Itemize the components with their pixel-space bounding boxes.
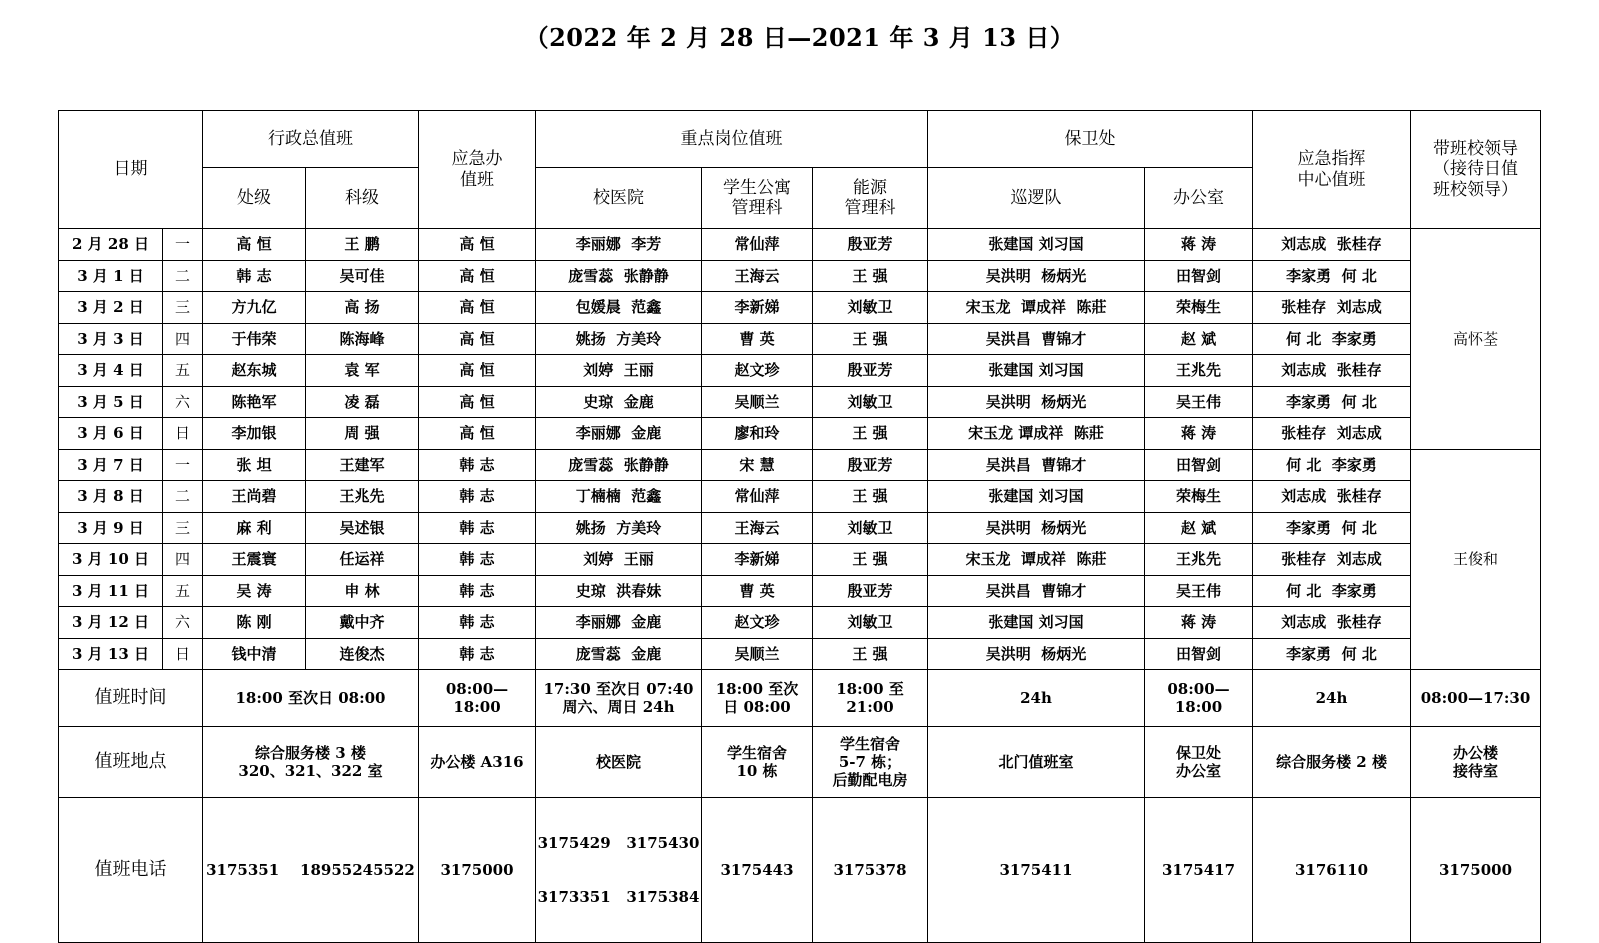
table-row xyxy=(59,260,1541,292)
row-weekday: 一 xyxy=(163,229,203,261)
row-energy: 刘敏卫 xyxy=(813,292,928,324)
row-date: 3 月 9 日 xyxy=(59,512,163,544)
footer-phone-apartment: 3175443 xyxy=(702,798,813,943)
row-command: 李家勇 何 北 xyxy=(1253,638,1411,670)
footer-place-energy: 学生宿舍 5-7 栋； 后勤配电房 xyxy=(813,727,928,798)
row-date: 3 月 2 日 xyxy=(59,292,163,324)
row-patrol: 张建国 刘习国 xyxy=(928,481,1145,513)
row-command: 刘志成 张桂存 xyxy=(1253,481,1411,513)
table-row xyxy=(59,575,1541,607)
row-patrol: 宋玉龙 谭成祥 陈莊 xyxy=(928,292,1145,324)
row-apartment: 宋 慧 xyxy=(702,449,813,481)
row-command: 何 北 李家勇 xyxy=(1253,323,1411,355)
row-date: 3 月 11 日 xyxy=(59,575,163,607)
row-energy: 王 强 xyxy=(813,481,928,513)
row-energy: 殷亚芳 xyxy=(813,449,928,481)
row-ke: 陈海峰 xyxy=(306,323,419,355)
row-chu: 韩 志 xyxy=(203,260,306,292)
row-hospital: 刘婷 王丽 xyxy=(536,544,702,576)
row-chu: 李加银 xyxy=(203,418,306,450)
footer-time-leader: 08:00—17:30 xyxy=(1411,670,1541,727)
row-patrol: 宋玉龙 谭成祥 陈莊 xyxy=(928,544,1145,576)
row-apartment: 曹 英 xyxy=(702,575,813,607)
footer-place-emergency: 办公楼 A316 xyxy=(419,727,536,798)
row-command: 张桂存 刘志成 xyxy=(1253,418,1411,450)
row-apartment: 李新娣 xyxy=(702,544,813,576)
footer-time-label: 值班时间 xyxy=(59,670,203,727)
row-emergency: 高 恒 xyxy=(419,418,536,450)
header-energy: 能源 管理科 xyxy=(813,168,928,229)
row-office: 蒋 涛 xyxy=(1145,229,1253,261)
footer-time-hospital: 17:30 至次日 07:40 周六、周日 24h xyxy=(536,670,702,727)
row-office: 吴王伟 xyxy=(1145,575,1253,607)
row-emergency: 韩 志 xyxy=(419,544,536,576)
row-apartment: 王海云 xyxy=(702,260,813,292)
row-ke: 吴可佳 xyxy=(306,260,419,292)
row-emergency: 韩 志 xyxy=(419,638,536,670)
row-ke: 王建军 xyxy=(306,449,419,481)
row-patrol: 张建国 刘习国 xyxy=(928,229,1145,261)
row-command: 刘志成 张桂存 xyxy=(1253,229,1411,261)
footer-phone-row xyxy=(59,798,1541,943)
header-apartment: 学生公寓 管理科 xyxy=(702,168,813,229)
row-office: 田智剑 xyxy=(1145,638,1253,670)
row-emergency: 高 恒 xyxy=(419,386,536,418)
row-date: 3 月 8 日 xyxy=(59,481,163,513)
row-command: 刘志成 张桂存 xyxy=(1253,355,1411,387)
row-office: 田智剑 xyxy=(1145,449,1253,481)
row-date: 2 月 28 日 xyxy=(59,229,163,261)
row-chu: 麻 利 xyxy=(203,512,306,544)
row-leader: 高怀荃 xyxy=(1411,229,1541,450)
table-row xyxy=(59,481,1541,513)
footer-phone-hospital: 3175429 3175430 3173351 3175384 xyxy=(536,798,702,943)
table-row xyxy=(59,544,1541,576)
row-chu: 王尚碧 xyxy=(203,481,306,513)
row-emergency: 韩 志 xyxy=(419,607,536,639)
page-title: （2022 年 2 月 28 日—2021 年 3 月 13 日） xyxy=(524,23,1075,52)
row-patrol: 吴洪明 杨炳光 xyxy=(928,638,1145,670)
row-energy: 刘敏卫 xyxy=(813,512,928,544)
row-weekday: 四 xyxy=(163,323,203,355)
duty-schedule-table xyxy=(58,110,1541,943)
footer-phone-office: 3175417 xyxy=(1145,798,1253,943)
row-weekday: 二 xyxy=(163,260,203,292)
row-energy: 刘敏卫 xyxy=(813,386,928,418)
row-hospital: 包媛晨 范鑫 xyxy=(536,292,702,324)
header-date: 日期 xyxy=(59,111,203,229)
row-hospital: 姚扬 方美玲 xyxy=(536,323,702,355)
row-ke: 吴述银 xyxy=(306,512,419,544)
row-command: 李家勇 何 北 xyxy=(1253,260,1411,292)
row-hospital: 庞雪蕊 金鹿 xyxy=(536,638,702,670)
row-emergency: 高 恒 xyxy=(419,292,536,324)
row-patrol: 吴洪明 杨炳光 xyxy=(928,260,1145,292)
row-hospital: 庞雪蕊 张静静 xyxy=(536,260,702,292)
row-energy: 殷亚芳 xyxy=(813,229,928,261)
row-patrol: 张建国 刘习国 xyxy=(928,355,1145,387)
row-ke: 戴中齐 xyxy=(306,607,419,639)
row-date: 3 月 1 日 xyxy=(59,260,163,292)
header-command-center: 应急指挥 中心值班 xyxy=(1253,111,1411,229)
row-chu: 张 坦 xyxy=(203,449,306,481)
header-security: 保卫处 xyxy=(928,111,1253,168)
header-admin-duty: 行政总值班 xyxy=(203,111,419,168)
row-leader: 王俊和 xyxy=(1411,449,1541,670)
row-apartment: 曹 英 xyxy=(702,323,813,355)
header-leader: 带班校领导 （接待日值 班校领导） xyxy=(1411,111,1541,229)
row-energy: 王 强 xyxy=(813,260,928,292)
row-ke: 凌 磊 xyxy=(306,386,419,418)
footer-time-apartment: 18:00 至次 日 08:00 xyxy=(702,670,813,727)
footer-place-label: 值班地点 xyxy=(59,727,203,798)
row-patrol: 吴洪昌 曹锦才 xyxy=(928,449,1145,481)
row-command: 李家勇 何 北 xyxy=(1253,386,1411,418)
footer-place-row xyxy=(59,727,1541,798)
row-office: 荣梅生 xyxy=(1145,481,1253,513)
row-energy: 王 强 xyxy=(813,418,928,450)
row-weekday: 六 xyxy=(163,607,203,639)
row-energy: 王 强 xyxy=(813,544,928,576)
row-chu: 陈 刚 xyxy=(203,607,306,639)
row-office: 赵 斌 xyxy=(1145,323,1253,355)
row-ke: 连俊杰 xyxy=(306,638,419,670)
footer-time-row xyxy=(59,670,1541,727)
row-apartment: 常仙萍 xyxy=(702,229,813,261)
row-ke: 任运祥 xyxy=(306,544,419,576)
row-patrol: 吴洪明 杨炳光 xyxy=(928,512,1145,544)
row-command: 张桂存 刘志成 xyxy=(1253,292,1411,324)
row-office: 赵 斌 xyxy=(1145,512,1253,544)
row-apartment: 吴顺兰 xyxy=(702,638,813,670)
row-date: 3 月 7 日 xyxy=(59,449,163,481)
row-weekday: 六 xyxy=(163,386,203,418)
row-office: 荣梅生 xyxy=(1145,292,1253,324)
footer-phone-command: 3176110 xyxy=(1253,798,1411,943)
row-chu: 高 恒 xyxy=(203,229,306,261)
row-chu: 赵东城 xyxy=(203,355,306,387)
row-ke: 申 林 xyxy=(306,575,419,607)
row-emergency: 高 恒 xyxy=(419,229,536,261)
footer-time-emergency: 08:00— 18:00 xyxy=(419,670,536,727)
row-office: 蒋 涛 xyxy=(1145,418,1253,450)
row-weekday: 三 xyxy=(163,292,203,324)
row-date: 3 月 13 日 xyxy=(59,638,163,670)
footer-time-office: 08:00— 18:00 xyxy=(1145,670,1253,727)
table-row xyxy=(59,323,1541,355)
row-date: 3 月 5 日 xyxy=(59,386,163,418)
table-row xyxy=(59,607,1541,639)
row-hospital: 李丽娜 金鹿 xyxy=(536,418,702,450)
footer-phone-leader: 3175000 xyxy=(1411,798,1541,943)
row-ke: 周 强 xyxy=(306,418,419,450)
header-patrol: 巡逻队 xyxy=(928,168,1145,229)
row-weekday: 五 xyxy=(163,575,203,607)
row-hospital: 史琼 洪春妹 xyxy=(536,575,702,607)
row-weekday: 五 xyxy=(163,355,203,387)
row-emergency: 韩 志 xyxy=(419,449,536,481)
row-hospital: 李丽娜 金鹿 xyxy=(536,607,702,639)
row-weekday: 一 xyxy=(163,449,203,481)
row-weekday: 日 xyxy=(163,418,203,450)
row-date: 3 月 4 日 xyxy=(59,355,163,387)
row-hospital: 史琼 金鹿 xyxy=(536,386,702,418)
row-emergency: 高 恒 xyxy=(419,323,536,355)
table-row xyxy=(59,449,1541,481)
row-date: 3 月 10 日 xyxy=(59,544,163,576)
row-hospital: 李丽娜 李芳 xyxy=(536,229,702,261)
header-key-posts: 重点岗位值班 xyxy=(536,111,928,168)
footer-phone-patrol: 3175411 xyxy=(928,798,1145,943)
row-apartment: 赵文珍 xyxy=(702,355,813,387)
row-date: 3 月 3 日 xyxy=(59,323,163,355)
header-chu: 处级 xyxy=(203,168,306,229)
row-patrol: 吴洪昌 曹锦才 xyxy=(928,575,1145,607)
footer-place-office: 保卫处 办公室 xyxy=(1145,727,1253,798)
row-apartment: 赵文珍 xyxy=(702,607,813,639)
row-apartment: 廖和玲 xyxy=(702,418,813,450)
row-chu: 陈艳军 xyxy=(203,386,306,418)
row-chu: 王震寰 xyxy=(203,544,306,576)
row-energy: 殷亚芳 xyxy=(813,575,928,607)
footer-place-hospital: 校医院 xyxy=(536,727,702,798)
row-office: 王兆先 xyxy=(1145,355,1253,387)
row-office: 田智剑 xyxy=(1145,260,1253,292)
row-office: 王兆先 xyxy=(1145,544,1253,576)
footer-time-admin: 18:00 至次日 08:00 xyxy=(203,670,419,727)
table-row xyxy=(59,638,1541,670)
table-row xyxy=(59,292,1541,324)
row-office: 吴王伟 xyxy=(1145,386,1253,418)
header-office: 办公室 xyxy=(1145,168,1253,229)
row-weekday: 二 xyxy=(163,481,203,513)
row-hospital: 刘婷 王丽 xyxy=(536,355,702,387)
footer-place-admin: 综合服务楼 3 楼 320、321、322 室 xyxy=(203,727,419,798)
footer-phone-label: 值班电话 xyxy=(59,798,203,943)
row-apartment: 李新娣 xyxy=(702,292,813,324)
row-hospital: 姚扬 方美玲 xyxy=(536,512,702,544)
row-hospital: 丁楠楠 范鑫 xyxy=(536,481,702,513)
header-hospital: 校医院 xyxy=(536,168,702,229)
footer-place-command: 综合服务楼 2 楼 xyxy=(1253,727,1411,798)
header-ke: 科级 xyxy=(306,168,419,229)
footer-time-patrol: 24h xyxy=(928,670,1145,727)
row-ke: 王兆先 xyxy=(306,481,419,513)
row-weekday: 三 xyxy=(163,512,203,544)
row-patrol: 宋玉龙 谭成祥 陈莊 xyxy=(928,418,1145,450)
row-emergency: 韩 志 xyxy=(419,512,536,544)
footer-place-patrol: 北门值班室 xyxy=(928,727,1145,798)
row-energy: 王 强 xyxy=(813,323,928,355)
row-patrol: 吴洪昌 曹锦才 xyxy=(928,323,1145,355)
footer-phone-admin: 3175351 18955245522 xyxy=(203,798,419,943)
row-apartment: 吴顺兰 xyxy=(702,386,813,418)
row-weekday: 日 xyxy=(163,638,203,670)
row-emergency: 高 恒 xyxy=(419,260,536,292)
row-energy: 殷亚芳 xyxy=(813,355,928,387)
row-energy: 刘敏卫 xyxy=(813,607,928,639)
table-row xyxy=(59,418,1541,450)
row-apartment: 常仙萍 xyxy=(702,481,813,513)
row-weekday: 四 xyxy=(163,544,203,576)
row-command: 刘志成 张桂存 xyxy=(1253,607,1411,639)
row-patrol: 吴洪明 杨炳光 xyxy=(928,386,1145,418)
row-command: 李家勇 何 北 xyxy=(1253,512,1411,544)
row-date: 3 月 12 日 xyxy=(59,607,163,639)
header-row-1 xyxy=(59,111,1541,168)
row-ke: 高 扬 xyxy=(306,292,419,324)
row-emergency: 高 恒 xyxy=(419,355,536,387)
footer-phone-energy: 3175378 xyxy=(813,798,928,943)
table-row xyxy=(59,229,1541,261)
table-row xyxy=(59,355,1541,387)
row-command: 何 北 李家勇 xyxy=(1253,449,1411,481)
row-chu: 钱中清 xyxy=(203,638,306,670)
row-date: 3 月 6 日 xyxy=(59,418,163,450)
row-chu: 于伟荣 xyxy=(203,323,306,355)
row-chu: 吴 涛 xyxy=(203,575,306,607)
header-emergency-office: 应急办 值班 xyxy=(419,111,536,229)
row-energy: 王 强 xyxy=(813,638,928,670)
row-command: 张桂存 刘志成 xyxy=(1253,544,1411,576)
row-office: 蒋 涛 xyxy=(1145,607,1253,639)
table-row xyxy=(59,512,1541,544)
row-hospital: 庞雪蕊 张静静 xyxy=(536,449,702,481)
row-emergency: 韩 志 xyxy=(419,481,536,513)
footer-place-leader: 办公楼 接待室 xyxy=(1411,727,1541,798)
row-emergency: 韩 志 xyxy=(419,575,536,607)
row-ke: 王 鹏 xyxy=(306,229,419,261)
footer-time-energy: 18:00 至 21:00 xyxy=(813,670,928,727)
footer-place-apartment: 学生宿舍 10 栋 xyxy=(702,727,813,798)
row-command: 何 北 李家勇 xyxy=(1253,575,1411,607)
row-ke: 袁 军 xyxy=(306,355,419,387)
footer-time-command: 24h xyxy=(1253,670,1411,727)
row-apartment: 王海云 xyxy=(702,512,813,544)
footer-phone-emergency: 3175000 xyxy=(419,798,536,943)
row-patrol: 张建国 刘习国 xyxy=(928,607,1145,639)
table-row xyxy=(59,386,1541,418)
row-chu: 方九亿 xyxy=(203,292,306,324)
